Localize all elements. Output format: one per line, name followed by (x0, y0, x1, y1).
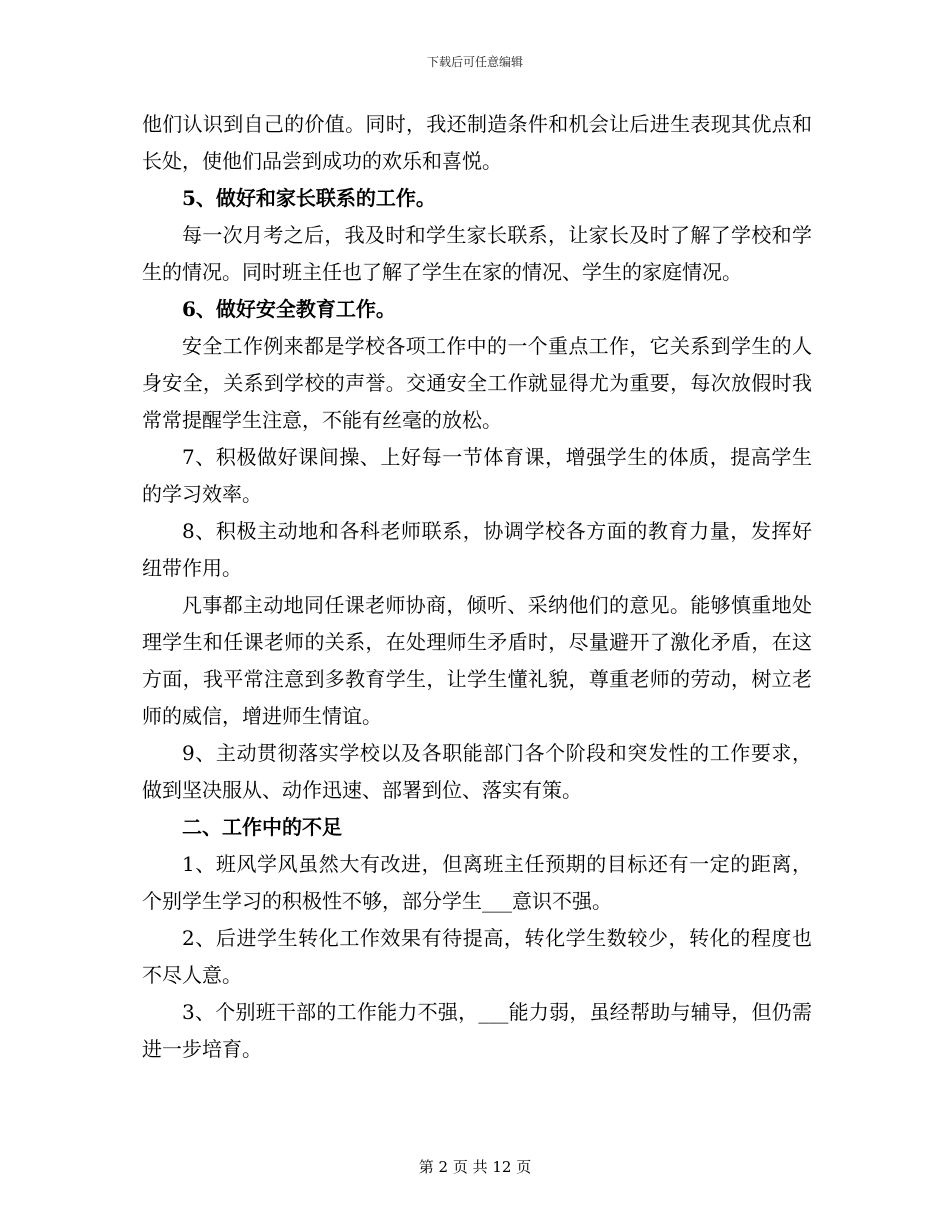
paragraph-item-8: 8、积极主动地和各科老师联系，协调学校各方面的教育力量，发挥好纽带作用。 (142, 519, 812, 580)
section-heading-6: 6、做好安全教育工作。 (182, 297, 396, 321)
document-body (142, 106, 812, 1068)
paragraph-item-9: 9、主动贯彻落实学校以及各职能部门各个阶段和突发性的工作要求，做到坚决服从、动作迅速、部署到位、落实有策。 (142, 741, 812, 802)
paragraph-safety: 安全工作例来都是学校各项工作中的一个重点工作，它关系到学生的人身安全，关系到学校的声誉。交通安全工作就显得尤为重要，每次放假时我常常提醒学生注意，不能有丝毫的放松。 (142, 334, 812, 432)
paragraph-item-7: 7、积极做好课间操、上好每一节体育课，增强学生的体质，提高学生的学习效率。 (142, 445, 812, 506)
paragraph-teachers: 凡事都主动地同任课老师协商，倾听、采纳他们的意见。能够慎重地处理学生和任课老师的关系，在处理师生矛盾时，尽量避开了激化矛盾，在这方面，我平常注意到多教育学生，让学生懂礼貌，尊重老师的劳动，树立老师的威信，增进师生情谊。 (142, 593, 812, 728)
paragraph-shortcoming-2: 2、后进学生转化工作效果有待提高，转化学生数较少，转化的程度也不尽人意。 (142, 926, 812, 987)
section-heading-5: 5、做好和家长联系的工作。 (182, 186, 436, 210)
paragraph-shortcoming-1: 1、班风学风虽然大有改进，但离班主任预期的目标还有一定的距离，个别学生学习的积极性不够，部分学生___意识不强。 (142, 852, 812, 913)
page-header: 下载后可任意编辑 (426, 55, 523, 69)
paragraph-shortcoming-3: 3、个别班干部的工作能力不强，___能力弱，虽经帮助与辅导，但仍需进一步培育。 (142, 1000, 812, 1061)
page-number-footer: 第 2 页 共 12 页 (418, 1158, 532, 1176)
paragraph-parent-contact: 每一次月考之后，我及时和学生家长联系，让家长及时了解了学校和学生的情况。同时班主任也了解了学生在家的情况、学生的家庭情况。 (142, 223, 812, 284)
paragraph-1: 他们认识到自己的价值。同时，我还制造条件和机会让后进生表现其优点和长处，使他们品尝到成功的欢乐和喜悦。 (142, 112, 812, 173)
section-heading-shortcomings: 二、工作中的不足 (182, 815, 342, 839)
